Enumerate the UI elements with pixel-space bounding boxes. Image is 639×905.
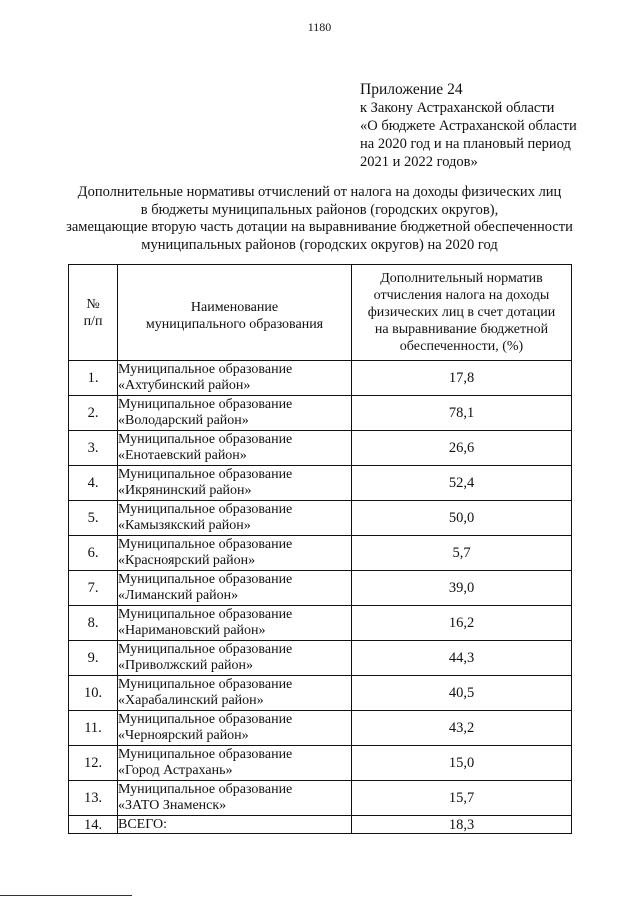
title-line: замещающие вторую часть дотации на выравнивание бюджетной обеспеченности [66,219,573,235]
municipality-name: Муниципальное образование «Енотаевский район» [118,431,352,466]
municipality-name: Муниципальное образование «Приволжский район» [118,641,352,676]
table-row [69,361,572,396]
norm-value: 39,0 [352,571,572,606]
appendix-line: на 2020 год и на плановый период [360,136,571,152]
municipality-name: Муниципальное образование «Ахтубинский район» [118,361,352,396]
municipality-name: Муниципальное образование «Камызякский район» [118,501,352,536]
document-title [0,184,639,254]
norm-value: 17,8 [352,361,572,396]
row-number: 10. [69,676,118,711]
title-line: Дополнительные нормативы отчислений от налога на доходы физических лиц [77,184,562,200]
row-number: 11. [69,711,118,746]
row-number: 5. [69,501,118,536]
table-row [69,431,572,466]
title-line: в бюджеты муниципальных районов (городских округов), [140,201,499,218]
table-row [69,641,572,676]
title-line: муниципальных районов (городских округов) на 2020 год [141,236,498,253]
total-value: 18,3 [352,816,572,834]
table-row [69,501,572,536]
row-number: 3. [69,431,118,466]
appendix-line: Приложение 24 [360,81,463,98]
municipality-name: Муниципальное образование «Икрянинский район» [118,466,352,501]
table-row [69,606,572,641]
table-total-row [69,816,572,834]
appendix-line: «О бюджете Астраханской области [360,118,577,134]
header-name: Наименование муниципального образования [118,265,352,361]
header-value: Дополнительный норматив отчисления налога на доходы физических лиц в счет дотации на выравнивание бюджетной обеспеченности, (%) [352,265,572,361]
row-number: 7. [69,571,118,606]
municipality-name: Муниципальное образование «Красноярский район» [118,536,352,571]
appendix-line: 2021 и 2022 годов» [360,154,478,170]
norm-value: 50,0 [352,501,572,536]
norm-value: 40,5 [352,676,572,711]
municipality-name: Муниципальное образование «Черноярский район» [118,711,352,746]
norm-value: 44,3 [352,641,572,676]
table-row [69,711,572,746]
total-label: ВСЕГО: [118,816,352,834]
municipality-name: Муниципальное образование «ЗАТО Знаменск» [118,781,352,816]
row-number: 14. [69,816,118,834]
norm-value: 43,2 [352,711,572,746]
table-row [69,536,572,571]
table-row [69,396,572,431]
norms-table [68,264,572,834]
norm-value: 15,7 [352,781,572,816]
municipality-name: Муниципальное образование «Город Астрахань» [118,746,352,781]
page-number: 1180 [307,20,332,34]
row-number: 13. [69,781,118,816]
header-number: № п/п [69,265,118,361]
row-number: 9. [69,641,118,676]
municipality-name: Муниципальное образование «Володарский район» [118,396,352,431]
appendix-reference [360,81,577,171]
norm-value: 5,7 [352,536,572,571]
row-number: 2. [69,396,118,431]
norm-value: 16,2 [352,606,572,641]
row-number: 1. [69,361,118,396]
norm-value: 26,6 [352,431,572,466]
footer-divider [0,895,132,896]
row-number: 4. [69,466,118,501]
norm-value: 78,1 [352,396,572,431]
table-row [69,466,572,501]
row-number: 12. [69,746,118,781]
norm-value: 52,4 [352,466,572,501]
table-row [69,571,572,606]
norm-value: 15,0 [352,746,572,781]
municipality-name: Муниципальное образование «Наримановский район» [118,606,352,641]
table-row [69,746,572,781]
table-row [69,781,572,816]
table-row [69,676,572,711]
row-number: 6. [69,536,118,571]
municipality-name: Муниципальное образование «Харабалинский район» [118,676,352,711]
table-header-row [69,265,572,361]
row-number: 8. [69,606,118,641]
municipality-name: Муниципальное образование «Лиманский район» [118,571,352,606]
appendix-line: к Закону Астраханской области [360,100,555,116]
